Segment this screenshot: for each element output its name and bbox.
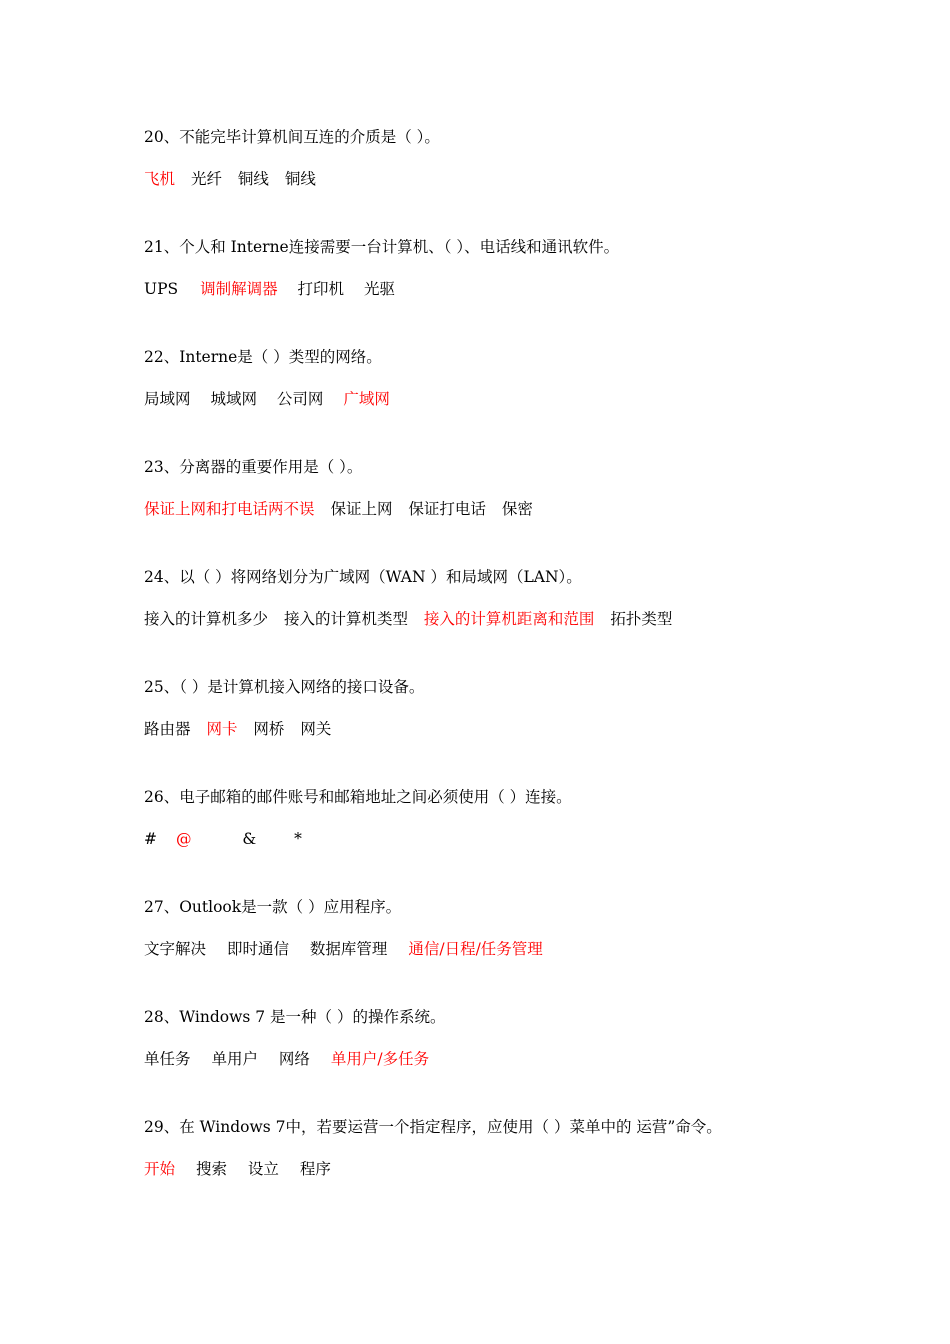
question-20: [144, 126, 884, 190]
answer-options: [144, 1048, 884, 1070]
question-text: 21、个人和 Interne连接需要一台计算机、（ ）、电话线和通讯软件。: [144, 238, 620, 256]
option-d: 铜线: [284, 170, 316, 188]
option-b: 接入的计算机类型: [283, 610, 408, 628]
option-c: 接入的计算机距离和范围: [423, 610, 595, 628]
question-text: 26、电子邮箱的邮件账号和邮箱地址之间必须使用（ ）连接。: [144, 788, 572, 806]
answer-options: [144, 498, 884, 520]
option-a: 开始: [144, 1160, 176, 1178]
question-27: [144, 896, 884, 960]
option-d: *: [294, 830, 302, 848]
option-c: 网桥: [253, 720, 285, 738]
option-d: 通信/日程/任务管理: [408, 940, 543, 958]
question-23: [144, 456, 884, 520]
question-25: [144, 676, 884, 740]
option-c: 网络: [278, 1050, 310, 1068]
question-text: 27、Outlook是一款（ ）应用程序。: [144, 898, 402, 916]
option-c: 设立: [247, 1160, 279, 1178]
option-a: 单任务: [144, 1050, 191, 1068]
question-text: 22、Interne是（ ）类型的网络。: [144, 348, 382, 366]
question-text: 28、Windows 7 是一种（ ）的操作系统。: [144, 1008, 446, 1026]
option-b: 城域网: [210, 390, 257, 408]
answer-options: [144, 828, 884, 850]
question-29: [144, 1116, 884, 1180]
question-text: 24、以（ ）将网络划分为广域网（WAN ）和局域网（LAN）。: [144, 568, 582, 586]
question-22: [144, 346, 884, 410]
question-24: [144, 566, 884, 630]
option-c: 数据库管理: [309, 940, 388, 958]
answer-options: [144, 938, 884, 960]
option-b: @: [175, 830, 192, 848]
option-d: 光驱: [363, 280, 395, 298]
option-b: 调制解调器: [200, 280, 278, 298]
option-d: 拓扑类型: [610, 610, 673, 628]
question-text: 29、在 Windows 7中，若要运营一个指定程序，应使用（ ）菜单中的 运营”命令。: [144, 1118, 722, 1136]
option-d: 单用户/多任务: [330, 1050, 430, 1068]
option-d: 广域网: [343, 390, 390, 408]
question-text: 20、不能完毕计算机间互连的介质是（ ）。: [144, 128, 440, 146]
question-21: [144, 236, 884, 300]
option-b: 搜索: [195, 1160, 227, 1178]
option-b: 网卡: [206, 720, 238, 738]
option-b: 即时通信: [226, 940, 289, 958]
option-a: 局域网: [144, 390, 191, 408]
option-d: 网关: [300, 720, 332, 738]
option-a: UPS: [144, 280, 179, 298]
answer-options: [144, 1158, 884, 1180]
option-c: 铜线: [237, 170, 269, 188]
option-a: 飞机: [144, 170, 176, 188]
option-b: 光纤: [190, 170, 222, 188]
option-a: 文字解决: [144, 940, 207, 958]
option-a: 路由器: [144, 720, 191, 738]
question-26: [144, 786, 884, 850]
option-d: 程序: [299, 1160, 331, 1178]
question-text: 25、（ ）是计算机接入网络的接口设备。: [144, 678, 425, 696]
question-text: 23、分离器的重要作用是（ ）。: [144, 458, 363, 476]
option-a: 接入的计算机多少: [144, 610, 269, 628]
answer-options: [144, 718, 884, 740]
option-a: #: [144, 830, 157, 848]
option-d: 保密: [501, 500, 533, 518]
option-a: 保证上网和打电话两不误: [144, 500, 315, 518]
answer-options: [144, 388, 884, 410]
question-28: [144, 1006, 884, 1070]
answer-options: [144, 608, 884, 630]
option-c: 保证打电话: [408, 500, 486, 518]
answer-options: [144, 278, 884, 300]
option-c: 公司网: [276, 390, 324, 408]
option-b: 单用户: [211, 1050, 258, 1068]
option-c: 打印机: [297, 280, 345, 298]
answer-options: [144, 168, 884, 190]
option-b: 保证上网: [330, 500, 393, 518]
option-c: &: [242, 830, 257, 848]
